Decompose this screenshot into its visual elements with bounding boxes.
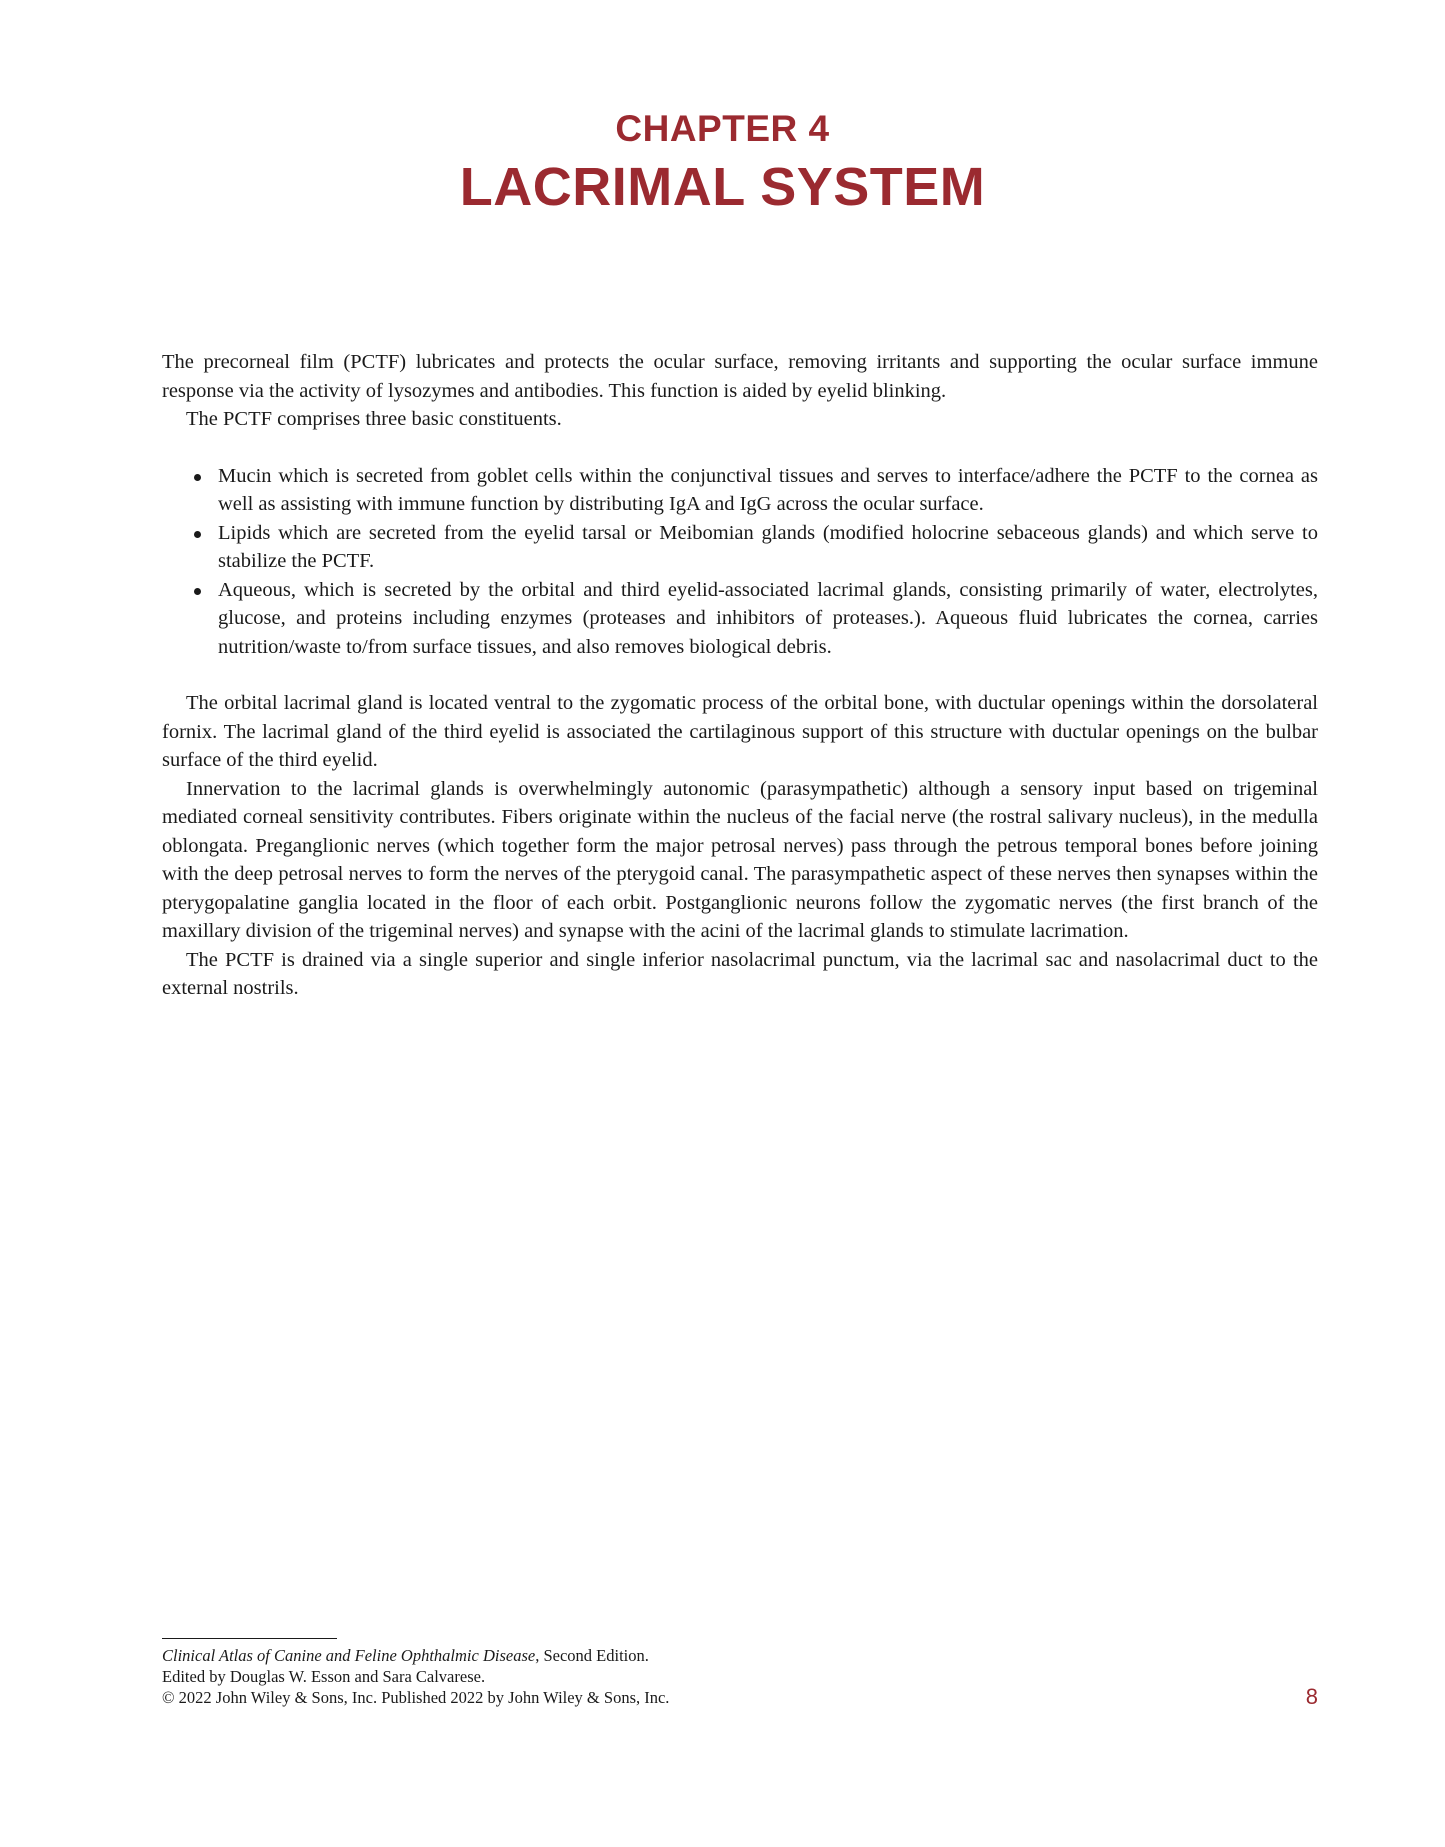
constituents-list (162, 462, 1318, 662)
list-item (218, 462, 1318, 519)
chapter-label: CHAPTER 4 (615, 108, 830, 149)
list-item-text: Aqueous, which is secreted by the orbital and third eyelid-associated lacrimal glands, consisting primarily of water, electrolytes, glucose, and proteins including enzymes (proteases and inhibitors of proteases.). Aqueous fluid lubricates the cornea, carries nutrition/waste to/from surface tissues, and also removes biological debris. (218, 578, 1318, 658)
page-number: 8 (1305, 1684, 1318, 1709)
list-item (218, 576, 1318, 662)
paragraph-intro: The precorneal film (PCTF) lubricates and protects the ocular surface, removing irritants and supporting the ocular surface immune response via the activity of lysozymes and antibodies. This function is aided by eyelid blinking. (162, 351, 1318, 402)
list-item-text: Lipids which are secreted from the eyelid tarsal or Meibomian glands (modified holocrine sebaceous glands) and which serve to stabilize the PCTF. (218, 521, 1318, 572)
paragraph-innervation: Innervation to the lacrimal glands is overwhelmingly autonomic (parasympathetic) although a sensory input based on trigeminal mediated corneal sensitivity contributes. Fibers originate within the nucleus of the facial nerve (the rostral salivary nucleus), in the medulla oblongata. Preganglionic nerves (which together form the major petrosal nerves) pass through the petrous temporal bones before joining with the deep petrosal nerves to form the nerves of the pterygoid canal. The parasympathetic aspect of these nerves then synapses within the pterygopalatine ganglia located in the floor of each orbit. Postganglionic neurons follow the zygomatic nerves (the first branch of the maxillary division of the trigeminal nerves) and synapse with the acini of the lacrimal glands to stimulate lacrimation. (162, 777, 1318, 942)
footnote-book-line (162, 1645, 1062, 1666)
bullet-icon (194, 588, 201, 595)
body-text (162, 348, 1318, 1003)
footnote (162, 1645, 1062, 1708)
chapter-title: LACRIMAL SYSTEM (459, 157, 986, 217)
footnote-divider (162, 1638, 337, 1639)
bullet-icon (194, 531, 201, 538)
list-item (218, 519, 1318, 576)
paragraph-drainage: The PCTF is drained via a single superior and single inferior nasolacrimal punctum, via the lacrimal sac and nasolacrimal duct to the external nostrils. (162, 948, 1318, 999)
paragraph-orbital-gland: The orbital lacrimal gland is located ventral to the zygomatic process of the orbital bone, with ductular openings within the dorsolateral fornix. The lacrimal gland of the third eyelid is associated the cartilaginous support of this structure with ductular openings on the bulbar surface of the third eyelid. (162, 692, 1318, 771)
bullet-icon (194, 474, 201, 481)
book-title: Clinical Atlas of Canine and Feline Ophthalmic Disease (162, 1646, 536, 1665)
book-edition: , Second Edition. (535, 1646, 649, 1665)
list-item-text: Mucin which is secreted from goblet cells within the conjunctival tissues and serves to interface/adhere the PCTF to the cornea as well as assisting with immune function by distributing IgA and IgG across the ocular surface. (218, 464, 1318, 515)
paragraph-constituents: The PCTF comprises three basic constituents. (186, 408, 562, 430)
footnote-editors: Edited by Douglas W. Esson and Sara Calvarese. (162, 1667, 486, 1686)
footnote-copyright: © 2022 John Wiley & Sons, Inc. Published 2022 by John Wiley & Sons, Inc. (162, 1688, 670, 1707)
